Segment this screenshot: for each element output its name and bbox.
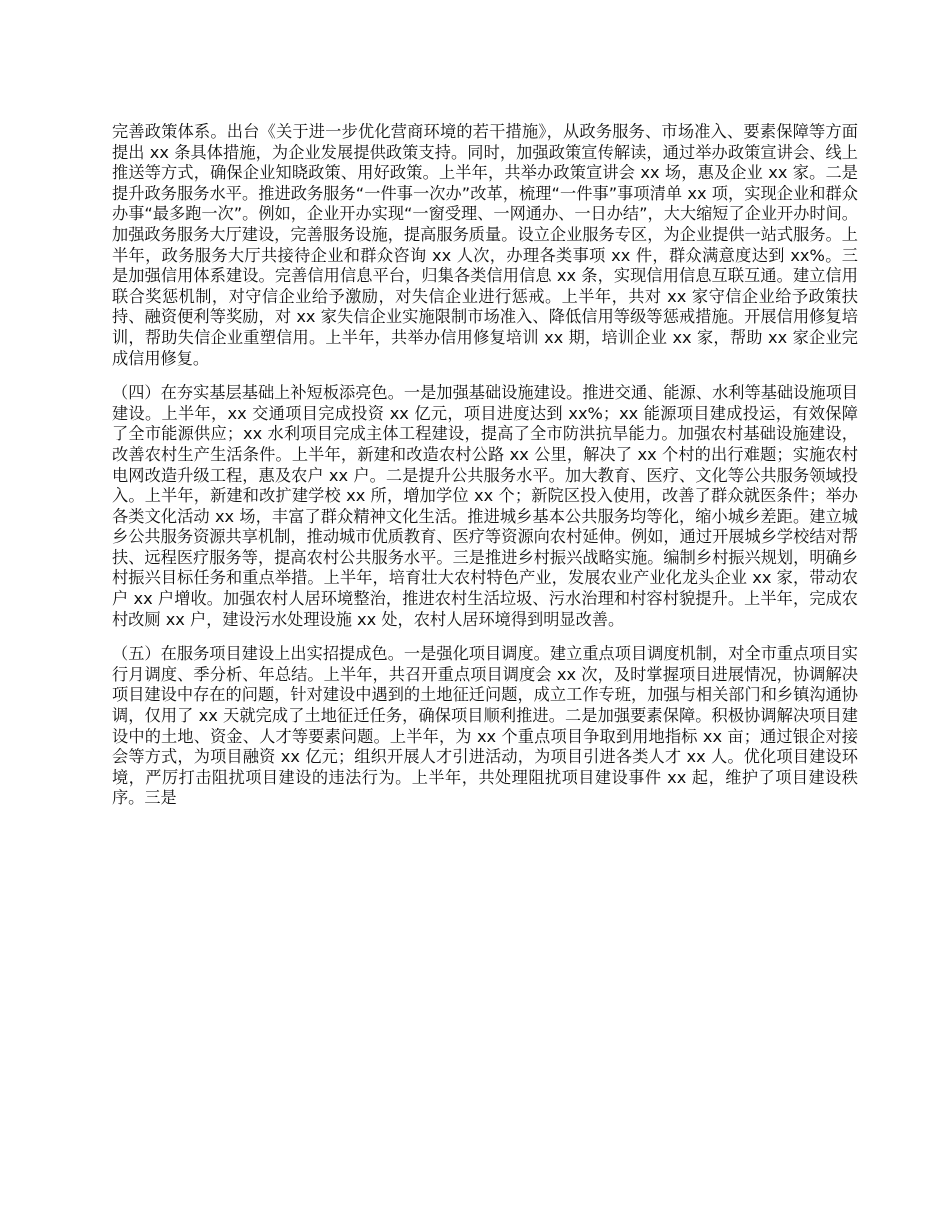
- document-page: [112, 122, 858, 823]
- paragraph-grassroots-foundation: （四）在夯实基层基础上补短板添亮色。一是加强基础设施建设。推进交通、能源、水利等基础设施项目建设。上半年，xx 交通项目完成投资 xx 亿元，项目进度达到 xx%；xx 能源项目建成投运，有效保障了全市能源供应；xx 水利项目完成主体工程建设，提高了全市防洪抗旱能力。加强农村基础设施建设，改善农村生产生活条件。上半年，新建和改造农村公路 xx 公里，解决了 xx 个村的出行难题；实施农村电网改造升级工程，惠及农户 xx 户。二是提升公共服务水平。加大教育、医疗、文化等公共服务领域投入。上半年，新建和改扩建学校 xx 所，增加学位 xx 个；新院区投入使用，改善了群众就医条件；举办各类文化活动 xx 场，丰富了群众精神文化生活。推进城乡基本公共服务均等化，缩小城乡差距。建立城乡公共服务资源共享机制，推动城市优质教育、医疗等资源向农村延伸。例如，通过开展城乡学校结对帮扶、远程医疗服务等，提高农村公共服务水平。三是推进乡村振兴战略实施。编制乡村振兴规划，明确乡村振兴目标任务和重点举措。上半年，培育壮大农村特色产业，发展农业产业化龙头企业 xx 家，带动农户 xx 户增收。加强农村人居环境整治，推进农村生活垃圾、污水治理和村容村貌提升。上半年，完成农村改厕 xx 户，建设污水处理设施 xx 处，农村人居环境得到明显改善。: [112, 383, 858, 629]
- paragraph-policy-system: 完善政策体系。出台《关于进一步优化营商环境的若干措施》，从政务服务、市场准入、要素保障等方面提出 xx 条具体措施，为企业发展提供政策支持。同时，加强政策宣传解读，通过举办政策宣讲会、线上推送等方式，确保企业知晓政策、用好政策。上半年，共举办政策宣讲会 xx 场，惠及企业 xx 家。二是提升政务服务水平。推进政务服务“一件事一次办”改革，梳理“一件事”事项清单 xx 项，实现企业和群众办事“最多跑一次”。例如，企业开办实现“一窗受理、一网通办、一日办结”，大大缩短了企业开办时间。加强政务服务大厅建设，完善服务设施，提高服务质量。设立企业服务专区，为企业提供一站式服务。上半年，政务服务大厅共接待企业和群众咨询 xx 人次，办理各类事项 xx 件，群众满意度达到 xx%。三是加强信用体系建设。完善信用信息平台，归集各类信用信息 xx 条，实现信用信息互联互通。建立信用联合奖惩机制，对守信企业给予激励，对失信企业进行惩戒。上半年，共对 xx 家守信企业给予政策扶持、融资便利等奖励，对 xx 家失信企业实施限制市场准入、降低信用等级等惩戒措施。开展信用修复培训，帮助失信企业重塑信用。上半年，共举办信用修复培训 xx 期，培训企业 xx 家，帮助 xx 家企业完成信用修复。: [112, 122, 858, 368]
- paragraph-project-construction: （五）在服务项目建设上出实招提成色。一是强化项目调度。建立重点项目调度机制，对全市重点项目实行月调度、季分析、年总结。上半年，共召开重点项目调度会 xx 次，及时掌握项目进展情况，协调解决项目建设中存在的问题，针对建设中遇到的土地征迁问题，成立工作专班，加强与相关部门和乡镇沟通协调，仅用了 xx 天就完成了土地征迁任务，确保项目顺利推进。二是加强要素保障。积极协调解决项目建设中的土地、资金、人才等要素问题。上半年，为 xx 个重点项目争取到用地指标 xx 亩；通过银企对接会等方式，为项目融资 xx 亿元；组织开展人才引进活动，为项目引进各类人才 xx 人。优化项目建设环境，严厉打击阻扰项目建设的违法行为。上半年，共处理阻扰项目建设事件 xx 起，维护了项目建设秩序。三是: [112, 644, 858, 808]
